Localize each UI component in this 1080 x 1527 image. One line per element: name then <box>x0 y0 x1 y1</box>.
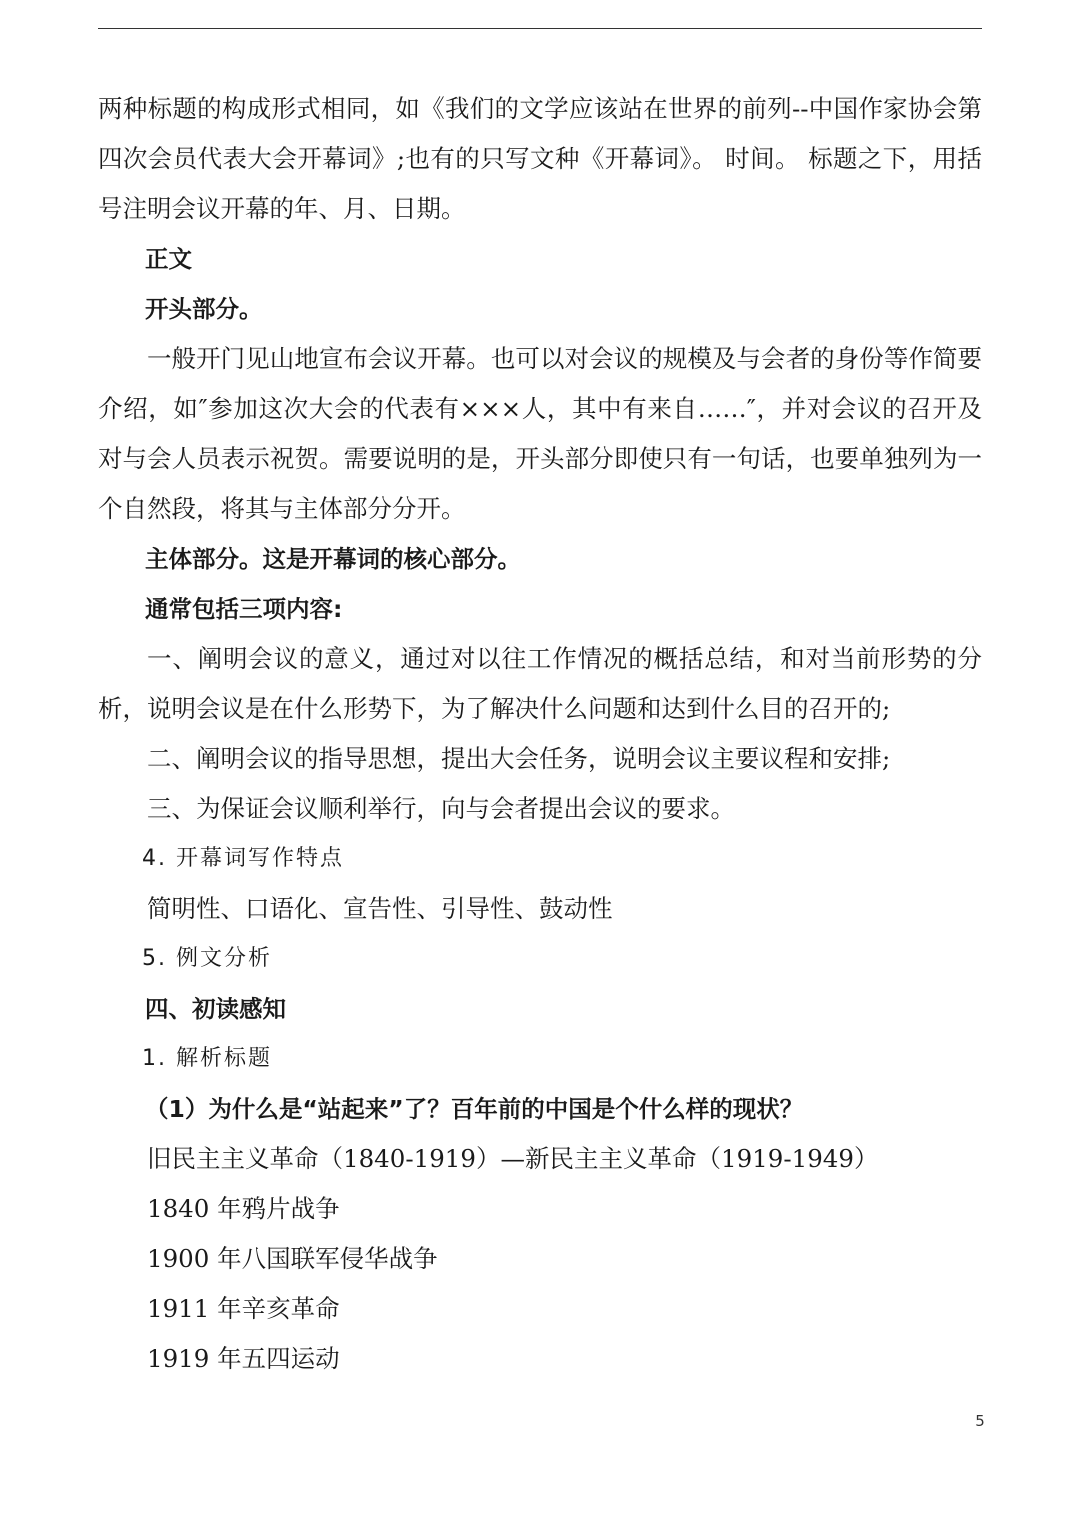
heading-example-analysis: 5. 例文分析 <box>142 946 272 971</box>
paragraph-title-forms: 两种标题的构成形式相同，如《我们的文学应该站在世界的前列--中国作家协会第四次会员代表大会开幕词》;也有的只写文种《开幕词》。 时间。 标题之下，用括号注明会议开幕的年、月、日期。 <box>98 94 982 223</box>
event-1919: 1919 年五四运动 <box>147 1344 340 1373</box>
heading-initial-reading: 四、初读感知 <box>145 995 286 1023</box>
event-1911: 1911 年辛亥革命 <box>147 1294 340 1323</box>
list-item-two: 二、阐明会议的指导思想，提出大会任务，说明会议主要议程和安排; <box>147 744 891 773</box>
heading-main-text: 正文 <box>145 245 192 273</box>
page-number: 5 <box>975 1412 985 1430</box>
paragraph-features-list: 简明性、口语化、宣告性、引导性、鼓动性 <box>147 894 613 923</box>
heading-three-items: 通常包括三项内容: <box>145 595 343 623</box>
question-stand-up: （1）为什么是“站起来”了？百年前的中国是个什么样的现状？ <box>145 1095 804 1123</box>
revolution-periods: 旧民主主义革命（1840-1919）—新民主主义革命（1919-1949） <box>147 1144 879 1173</box>
heading-analyze-title: 1. 解析标题 <box>142 1046 272 1071</box>
document-body <box>98 84 982 1384</box>
heading-opening-part: 开头部分。 <box>145 295 263 323</box>
paragraph-opening-description: 一般开门见山地宣布会议开幕。也可以对会议的规模及与会者的身份等作简要介绍，如″参加这次大会的代表有×××人，其中有来自……″，并对会议的召开及对与会人员表示祝贺。需要说明的是，开头部分即使只有一句话，也要单独列为一个自然段，将其与主体部分分开。 <box>98 344 982 523</box>
list-item-three: 三、为保证会议顺利举行，向与会者提出会议的要求。 <box>147 794 735 823</box>
header-rule <box>98 28 982 29</box>
event-1900: 1900 年八国联军侵华战争 <box>147 1244 438 1273</box>
list-item-one: 一、阐明会议的意义，通过对以往工作情况的概括总结，和对当前形势的分析，说明会议是在什么形势下，为了解决什么问题和达到什么目的召开的; <box>98 644 982 723</box>
heading-writing-features: 4. 开幕词写作特点 <box>142 846 344 871</box>
heading-main-part: 主体部分。这是开幕词的核心部分。 <box>145 545 521 573</box>
event-1840: 1840 年鸦片战争 <box>147 1194 340 1223</box>
